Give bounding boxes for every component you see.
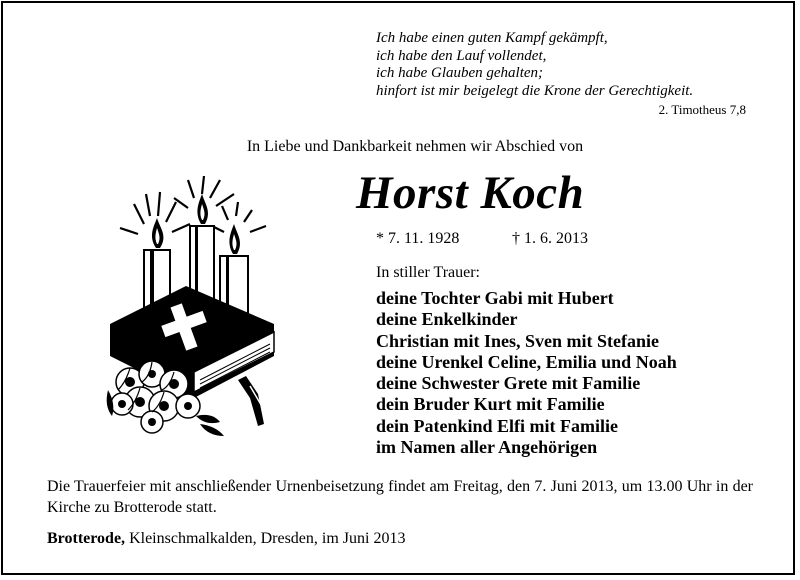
verse-line: ich habe Glauben gehalten;: [376, 65, 544, 81]
mourner-line: deine Enkelkinder: [376, 309, 518, 330]
deceased-name: Horst Koch: [356, 167, 585, 219]
mourner-line: deine Schwester Grete mit Familie: [376, 373, 641, 394]
mourner-list: [376, 288, 677, 458]
mourner-line: im Namen aller Angehörigen: [376, 437, 598, 458]
verse-line: ich habe den Lauf vollendet,: [376, 47, 547, 64]
birth-date: * 7. 11. 1928: [376, 230, 460, 247]
verse-line: Ich habe einen guten Kampf gekämpft,: [376, 30, 608, 46]
mourning-label: In stiller Trauer:: [376, 264, 480, 281]
intro-text: In Liebe und Dankbarkeit nehmen wir Abschied von: [246, 138, 584, 155]
verse-reference: 2. Timotheus 7,8: [658, 102, 746, 117]
closing-place: Brotterode,: [47, 530, 126, 547]
mourner-line: dein Bruder Kurt mit Familie: [376, 394, 605, 415]
mourner-line: deine Tochter Gabi mit Hubert: [376, 288, 614, 308]
candles-bible-flowers-icon: [100, 176, 290, 436]
mourner-line: dein Patenkind Elfi mit Familie: [376, 415, 619, 436]
life-dates: [376, 230, 588, 248]
closing-line: [47, 530, 405, 548]
funeral-notice: Die Trauerfeier mit anschließender Urnenbeisetzung findet am Freitag, den 7. Juni 2013, um 13.00 Uhr in der Kirche zu Brotterode statt.: [47, 478, 753, 516]
mourner-line: deine Urenkel Celine, Emilia und Noah: [376, 351, 677, 372]
mourner-line: Christian mit Ines, Sven mit Stefanie: [376, 330, 659, 351]
bible-verse: [376, 30, 786, 100]
death-date: † 1. 6. 2013: [512, 230, 588, 247]
closing-rest: Kleinschmalkalden, Dresden, im Juni 2013: [125, 530, 406, 547]
verse-line: hinfort ist mir beigelegt die Krone der Gerechtigkeit.: [376, 82, 694, 99]
